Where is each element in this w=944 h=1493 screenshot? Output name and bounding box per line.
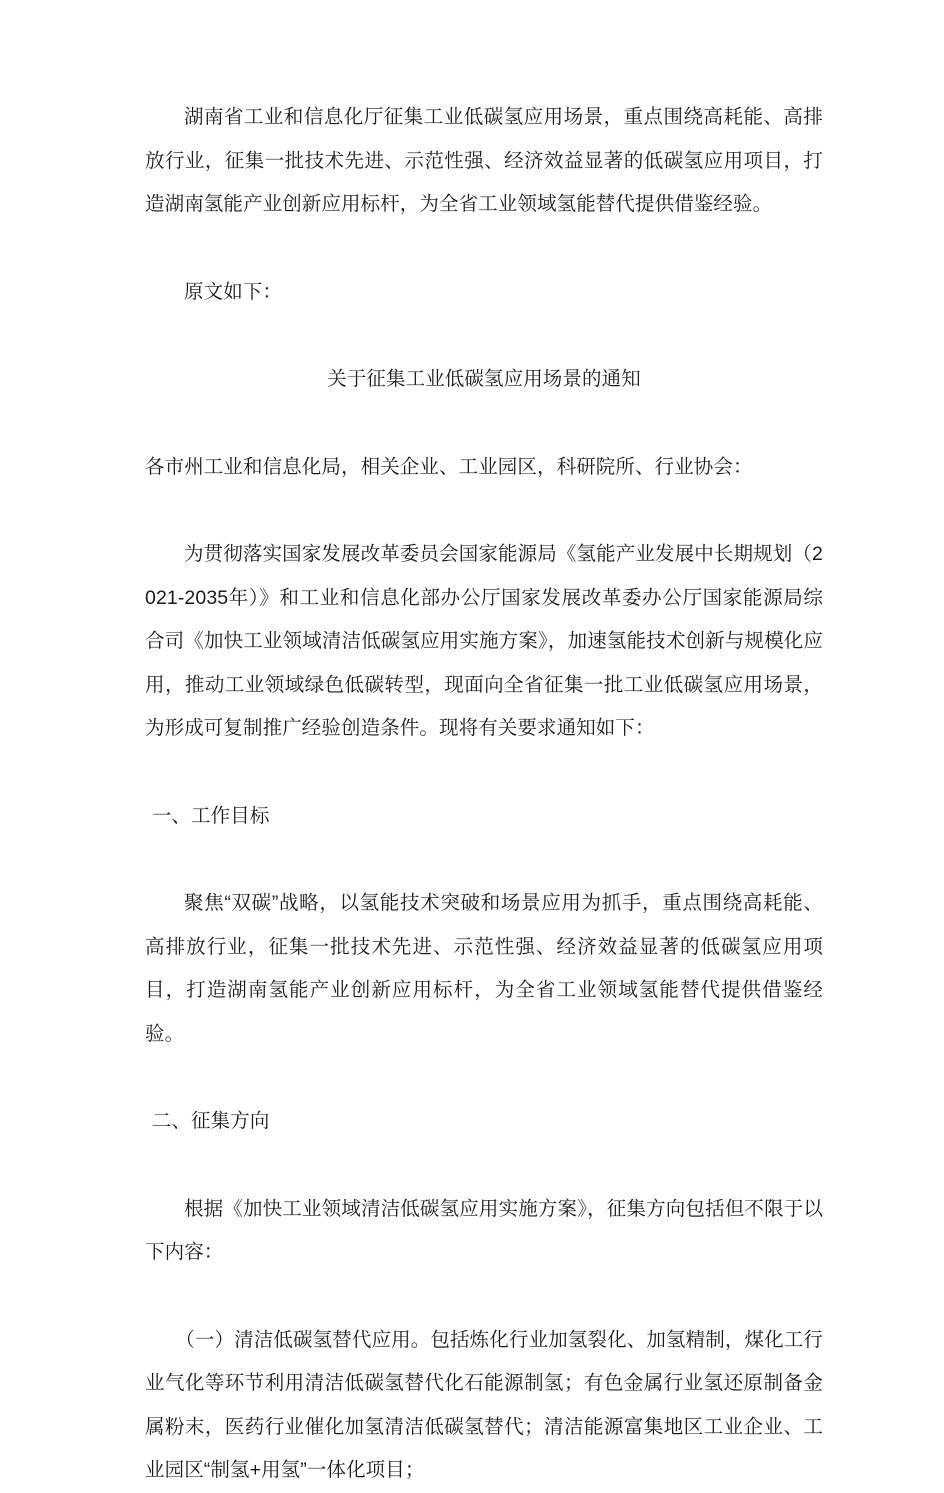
spacer	[145, 227, 823, 271]
document-content	[145, 96, 823, 1493]
section-two-item-one: （一）清洁低碳氢替代应用。包括炼化行业加氢裂化、加氢精制，煤化工行业气化等环节利用清洁低碳氢替代化石能源制氢；有色金属行业氢还原制备金属粉末，医药行业催化加氢清洁低碳氢替代；清洁能源富集地区工业企业、工业园区“制氢+用氢”一体化项目；	[145, 1328, 823, 1481]
source-label: 原文如下：	[184, 280, 283, 303]
spacer	[145, 838, 823, 882]
section-two-lead: 根据《加快工业领域清洁低碳氢应用实施方案》，征集方向包括但不限于以下内容：	[145, 1197, 823, 1263]
spacer	[145, 314, 823, 358]
spacer	[145, 1056, 823, 1100]
spacer	[145, 1144, 823, 1188]
section-one-body: 聚焦“双碳”战略，以氢能技术突破和场景应用为抓手，重点围绕高耗能、高排放行业，征集一批技术先进、示范性强、经济效益显著的低碳氢应用项目，打造湖南氢能产业创新应用标杆，为全省工业领域氢能替代提供借鉴经验。	[145, 892, 823, 1045]
page-title: 关于征集工业低碳氢应用场景的通知	[327, 368, 641, 390]
spacer	[145, 489, 823, 533]
preamble-paragraph: 为贯彻落实国家发展改革委员会国家能源局《氢能产业发展中长期规划（2021-2035年）》和工业和信息化部办公厅国家发展改革委办公厅国家能源局综合司《加快工业领域清洁低碳氢应用实施方案》，加速氢能技术创新与规模化应用，推动工业领域绿色低碳转型，现面向全省征集一批工业低碳氢应用场景，为形成可复制推广经验创造条件。现将有关要求通知如下：	[145, 543, 823, 739]
salutation: 各市州工业和信息化局，相关企业、工业园区，科研院所、行业协会：	[145, 455, 753, 478]
spacer	[145, 751, 823, 795]
summary-paragraph: 湖南省工业和信息化厅征集工业低碳氢应用场景，重点围绕高耗能、高排放行业，征集一批技术先进、示范性强、经济效益显著的低碳氢应用项目，打造湖南氢能产业创新应用标杆，为全省工业领域氢能替代提供借鉴经验。	[145, 106, 823, 215]
section-heading-one: 一、工作目标	[151, 804, 270, 827]
section-heading-two: 二、征集方向	[151, 1110, 270, 1132]
spacer	[145, 402, 823, 446]
spacer	[145, 1275, 823, 1319]
